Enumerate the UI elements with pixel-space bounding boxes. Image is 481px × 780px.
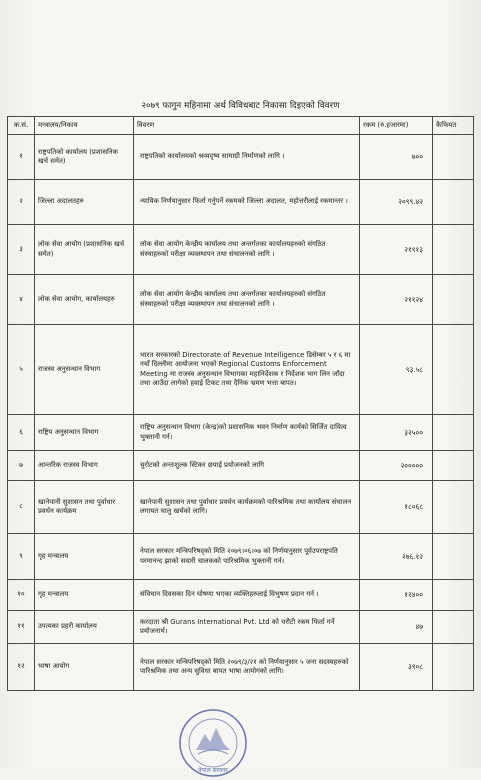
row-amount: १२४०० (360, 580, 433, 611)
row-remarks (433, 451, 474, 481)
relief-table (7, 116, 474, 691)
row-amount: २०९९.४२ (360, 180, 433, 225)
table-row (8, 611, 474, 644)
row-amount: २११२४ (360, 275, 433, 325)
row-remarks (433, 481, 474, 534)
row-sn: ११ (8, 611, 35, 644)
row-sn: ५ (8, 325, 35, 415)
government-seal-icon (176, 706, 250, 780)
row-description: न्यायिक निर्णयानुसार फिर्ता गर्नुपर्ने रकमको जिल्ला अदालत, महोत्तरीलाई रकमान्तर । (134, 180, 360, 225)
row-description: लोक सेवा आयोग केन्द्रीय कार्यालय तथा अन्तर्गतका कार्यालयहरुको संगठित संस्थाहरुको परीक्षा व्यवस्थापन तथा संचालनको लागि । (134, 275, 360, 325)
row-remarks (433, 534, 474, 580)
row-ministry: गृह मन्त्रालय (35, 580, 134, 611)
table-row (8, 451, 474, 481)
table-row (8, 481, 474, 534)
row-remarks (433, 225, 474, 275)
row-amount: ३२५०० (360, 415, 433, 451)
seal-text: नेपाल सरकार (198, 767, 228, 774)
row-sn: १० (8, 580, 35, 611)
row-sn: १ (8, 135, 35, 180)
row-remarks (433, 275, 474, 325)
row-description: भारत सरकारको Directorate of Revenue Intelligence डिसेम्बर ५ र ६ मा नयाँ दिल्लीमा आयोजना भएको Regional Customs Enforcement Meeting मा राजस्व अनुसन्धान विभागका महानिर्देशक र निर्देशक भाग लिन जाँदा तथा आउँदा लागेको हवाई टिकट तथा दैनिक भ्रमण भत्ता बापत। (134, 325, 360, 415)
row-ministry: लोक सेवा आयोग (प्रशासनिक खर्च समेत) (35, 225, 134, 275)
row-sn: ४ (8, 275, 35, 325)
row-amount: २१९१३ (360, 225, 433, 275)
row-ministry: राष्ट्रिय अनुसन्धान विभाग (35, 415, 134, 451)
row-description: चुरोटको अन्तःशुल्क स्टिकर छपाई प्रयोजनको लागि (134, 451, 360, 481)
row-description: खानेपानी सुशासन तथा पुर्वाधार प्रवर्धन कार्यक्रमको पारिश्रमिक तथा कार्यालय संचालन लगायत चालु खर्चको लागि। (134, 481, 360, 534)
row-amount: ३९०८ (360, 644, 433, 691)
table-row (8, 534, 474, 580)
table-row (8, 180, 474, 225)
table-header-row (8, 117, 474, 135)
row-amount: ९३.५८ (360, 325, 433, 415)
row-remarks (433, 135, 474, 180)
row-description: संविधान दिवसका दिन घोषणा भएका व्यक्तिहरुलाई विभुषण प्रदान गर्न । (134, 580, 360, 611)
table-row (8, 275, 474, 325)
header-ministry: मन्त्रालय/निकाय (35, 117, 134, 135)
row-ministry: राजस्व अनुसन्धान विभाग (35, 325, 134, 415)
row-ministry: राष्ट्रपतिको कार्यालय (प्रशासनिक खर्च समेत) (35, 135, 134, 180)
row-sn: ८ (8, 481, 35, 534)
row-description: राष्ट्रपतिको कार्यालयको श्रव्यदृष्य सामाग्री निर्माणको लागि । (134, 135, 360, 180)
row-amount: ४७ (360, 611, 433, 644)
row-description: लोक सेवा आयोग केन्द्रीय कार्यालय तथा अन्तर्गतका कार्यालयहरुको संगठित संस्थाहरुको परीक्षा व्यवस्थापन तथा संचालनको लागि । (134, 225, 360, 275)
row-sn: ३ (8, 225, 35, 275)
row-remarks (433, 611, 474, 644)
header-description: विवरण (134, 117, 360, 135)
table-row (8, 135, 474, 180)
table-row (8, 325, 474, 415)
page-title: २०७९ फागुन महिनामा अर्थ विविधबाट निकासा दिइएको विवरण (141, 101, 340, 111)
header-remarks: कैफियत (433, 117, 474, 135)
row-amount: २००००० (360, 451, 433, 481)
header-amount: रकम (रु.हजारमा) (360, 117, 433, 135)
row-description: करदाता श्री Gurans International Pvt. Ltd को धरौटी रकम फिर्ता गर्ने प्रयोजनार्थ। (134, 611, 360, 644)
row-sn: ७ (8, 451, 35, 481)
table-row (8, 225, 474, 275)
row-amount: २७६.१२ (360, 534, 433, 580)
row-ministry: उपत्यका प्रहरी कार्यालय (35, 611, 134, 644)
row-ministry: गृह मन्त्रालय (35, 534, 134, 580)
row-remarks (433, 644, 474, 691)
table-row (8, 644, 474, 691)
row-sn: १२ (8, 644, 35, 691)
row-sn: ९ (8, 534, 35, 580)
row-ministry: लोक सेवा आयोग, कार्यालयहरु (35, 275, 134, 325)
row-ministry: जिल्ला अदालतहरु (35, 180, 134, 225)
row-amount: ७०० (360, 135, 433, 180)
row-remarks (433, 325, 474, 415)
row-remarks (433, 180, 474, 225)
row-sn: २ (8, 180, 35, 225)
row-description: राष्ट्रिय अनुसन्धान विभाग (केन्द्र)को प्रशासनिक भवन निर्माण कार्यको सिर्जित दायित्व भुक्तानी गर्न। (134, 415, 360, 451)
row-ministry: आन्तरिक राजस्व विभाग (35, 451, 134, 481)
row-description: नेपाल सरकार मन्त्रिपरिषद्को मिति २०७९/३/२१ को निर्णयानुसार ५ जना सदस्यहरुको पारिश्रमिक तथा अन्य सुविधा बापत भाषा आयोगको लागि। (134, 644, 360, 691)
row-ministry: खानेपानी सुशासन तथा पुर्वाधार प्रवर्धन कार्यक्रम (35, 481, 134, 534)
header-sn: क.सं. (8, 117, 35, 135)
row-sn: ६ (8, 415, 35, 451)
table-row (8, 580, 474, 611)
row-remarks (433, 415, 474, 451)
table-row (8, 415, 474, 451)
row-ministry: भाषा आयोग (35, 644, 134, 691)
row-amount: १८०६८ (360, 481, 433, 534)
row-description: नेपाल सरकार मन्त्रिपरिषद्को मिति २०७९।०६।०७ को निर्णयानुसार पूर्वउपराष्ट्रपति परमानन्द झाको सवारी चालकको पारिश्रमिक भुक्तानी गर्न। (134, 534, 360, 580)
row-remarks (433, 580, 474, 611)
